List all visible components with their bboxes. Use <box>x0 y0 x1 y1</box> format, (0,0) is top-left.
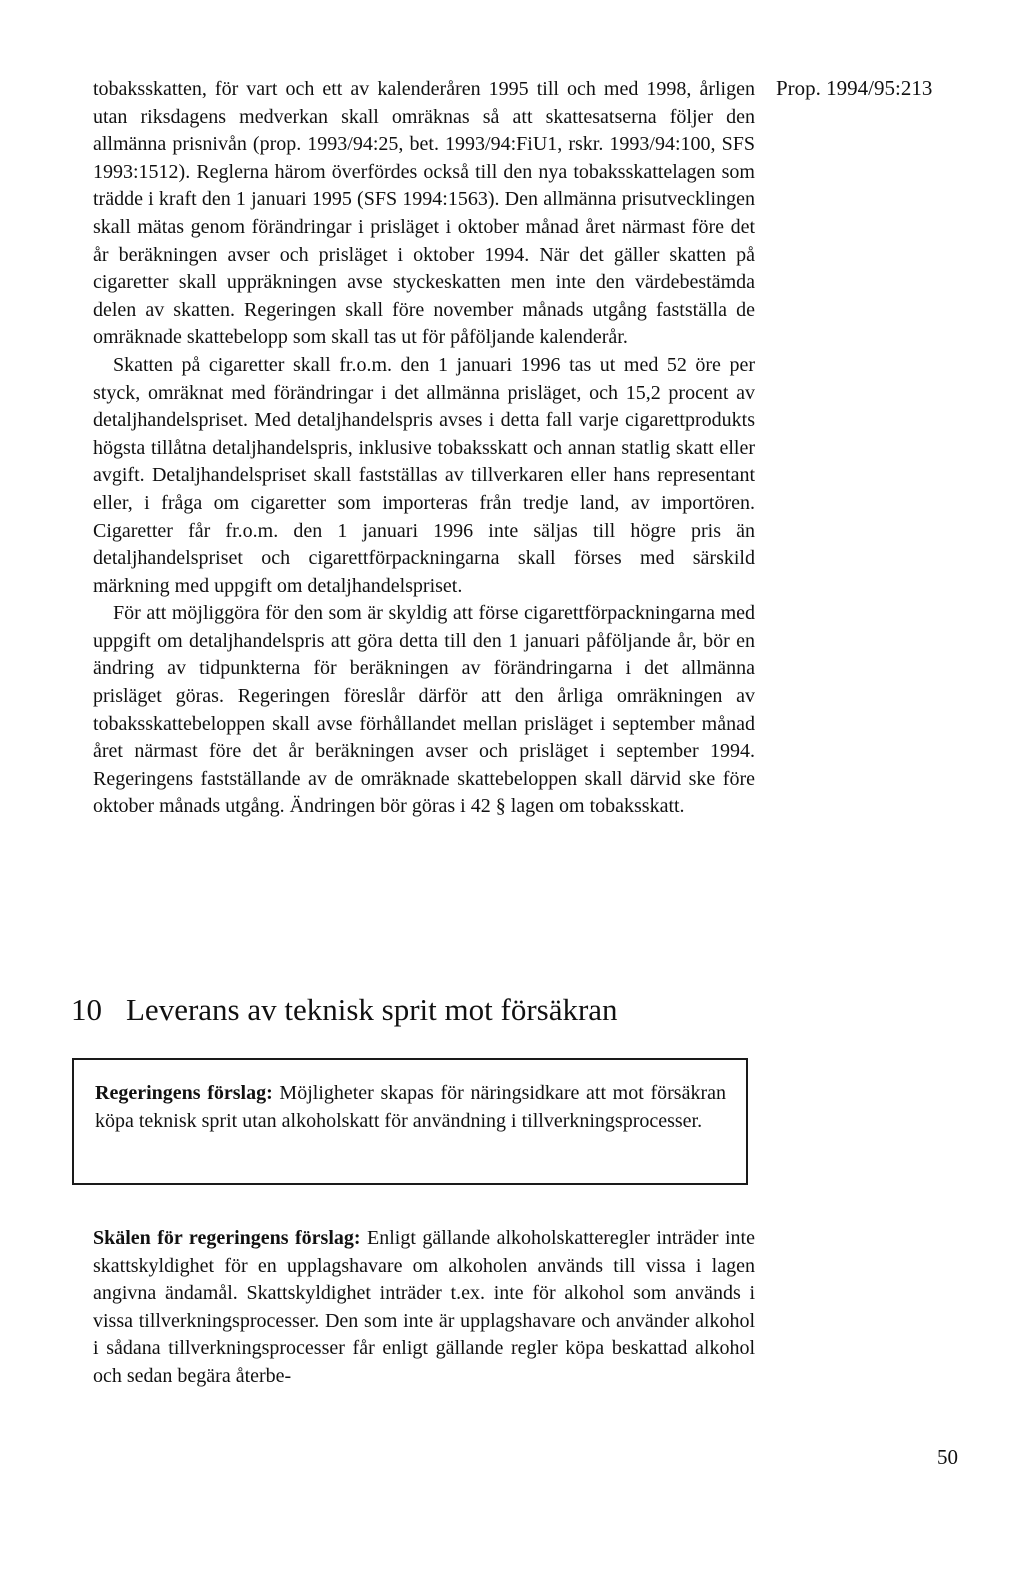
paragraph-3: För att möjliggöra för den som är skyldig att förse cigarettförpackningarna med uppgift om detaljhandelspris att göra detta till den 1 januari påföljande år, bör en ändring av tidpunkterna för beräkningen av förändringarna i det allmänna prisläget göras. Regeringen föreslår därför att den årliga omräkningen av tobaksskattebeloppen skall avse förhållandet mellan prisläget i september månad året närmast före det år beräkningen avser och prisläget i september 1994. Regeringens fastställande av de omräknade skattebeloppen skall därvid ske före oktober månads utgång. Ändringen bör göras i 42 § lagen om tobaksskatt. <box>93 602 755 818</box>
document-reference: Prop. 1994/95:213 <box>776 76 933 100</box>
proposal-label: Regeringens förslag: <box>95 1082 273 1104</box>
reasons-text: Enligt gällande alkoholskatteregler inträder inte skattskyldighet för en upplagshavare om alkoholen används till vissa i lagen angivna ändamål. Skattskyldighet inträder t.ex. inte för alkohol som används i vissa tillverkningsprocesser. Den som inte är upplagshavare och använder alkohol i sådana tillverkningsprocesser får enligt gällande regler köpa beskattad alkohol och sedan begära återbe- <box>93 1227 755 1387</box>
reasons-label: Skälen för regeringens förslag: <box>93 1227 361 1249</box>
body-text-block <box>93 76 755 821</box>
section-number: 10 <box>71 992 102 1027</box>
proposal-text: Möjligheter skapas för näringsidkare att mot försäkran köpa teknisk sprit utan alkoholskatt för användning i tillverkningsprocesser. <box>95 1082 726 1132</box>
section-title: Leverans av teknisk sprit mot försäkran <box>126 992 618 1027</box>
proposal-box <box>72 1058 748 1185</box>
paragraph-1: tobaksskatten, för vart och ett av kalenderåren 1995 till och med 1998, årligen utan riksdagens medverkan skall omräknas så att skattesatserna följer den allmänna prisnivån (prop. 1993/94:25, bet. 1993/94:FiU1, rskr. 1993/94:100, SFS 1993:1512). Reglerna härom överfördes också till den nya tobaksskattelagen som trädde i kraft den 1 januari 1995 (SFS 1994:1563). Den allmänna prisutvecklingen skall mätas genom förändringar i prisläget i oktober månad året närmast före det år beräkningen avser och prisläget i oktober 1994. När det gäller skatten på cigaretter skall uppräkningen avse styckeskatten men inte den värdebestämda delen av skatten. Regeringen skall före november månads utgång fastställa de omräknade skattebelopp som skall tas ut för påföljande kalenderår. <box>93 78 755 349</box>
section-heading <box>71 990 771 1030</box>
paragraph-2: Skatten på cigaretter skall fr.o.m. den 1 januari 1996 tas ut med 52 öre per styck, omräknat med förändringar i det allmänna prisläget, och 15,2 procent av detaljhandelspriset. Med detaljhandelspris avses i detta fall varje cigarettprodukts högsta tillåtna detaljhandelspris, inklusive tobaksskatt och annan statlig skatt eller avgift. Detaljhandelspriset skall fastställas av tillverkaren eller hans representant eller, i fråga om cigaretter som importeras från tredje land, av importören. Cigaretter får fr.o.m. den 1 januari 1996 inte säljas till högre pris än detaljhandelspriset och cigarettförpackningarna skall förses med särskild märkning med uppgift om detaljhandelspriset. <box>93 353 755 597</box>
page-number: 50 <box>937 1445 958 1469</box>
reasons-block <box>93 1225 755 1391</box>
